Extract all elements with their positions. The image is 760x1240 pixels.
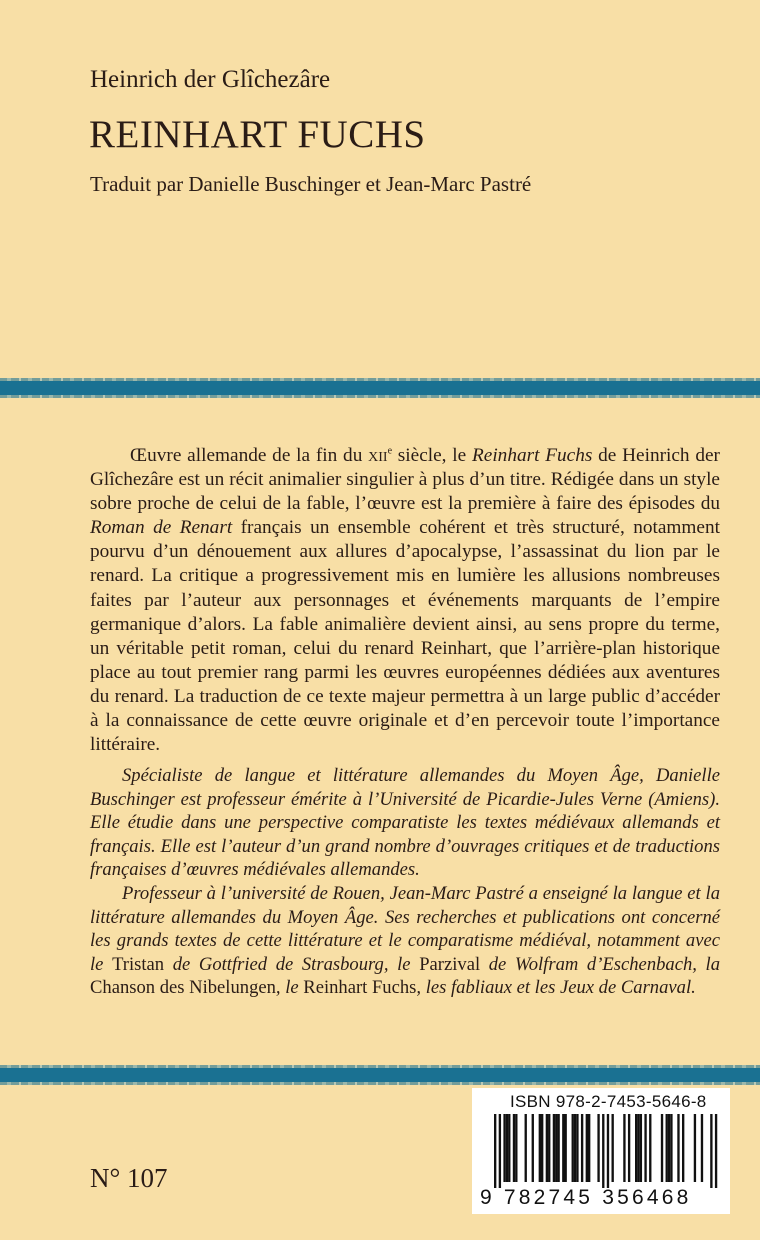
century-numeral: xii [368, 445, 388, 466]
bio-text: Professeur à l’université de Rouen, Jean-Marc Pastré a enseigné la langue et la littérature allemandes du Moyen Âge. Ses recherches et publications ont concerné les grands textes de cette littérature et le comparatisme médiéval, notamment avec le [90, 882, 720, 975]
barcode-bar [586, 1114, 588, 1182]
barcode-bar [562, 1114, 564, 1182]
summary-text: français un ensemble cohérent et très structuré, notamment pourvu d’un dénouement aux allures d’apocalypse, l’assassinat du lion par le renard. La critique a progressivement mis en lumière les allusions nombreuses faites par l’auteur aux personnages et événements marquants de l’empire germanique d’alors. La fable animalière devient ainsi, au sens propre du terme, un véritable petit roman, celui du renard Reinhart, que l’arrière-plan historique place au tout premier rang parmi les œuvres européennes dédiées aux aventures du renard. La traduction de ce texte majeur permettra à un large public d’accéder à la connaissance de cette œuvre originale et d’en percevoir toute l’importance littéraire. [90, 517, 720, 756]
barcode-bar [710, 1114, 712, 1188]
barcode-bar [612, 1114, 614, 1182]
barcode-bar [553, 1114, 555, 1182]
barcode-bar [682, 1114, 684, 1182]
roman-title: Roman de Renart [90, 517, 233, 539]
book-title: REINHART FUCHS [89, 113, 426, 156]
barcode-bar [532, 1114, 534, 1182]
century-superscript: e [387, 445, 393, 457]
barcode-bar [628, 1114, 630, 1182]
barcode-bar [508, 1114, 510, 1182]
work-title: Parzival [419, 953, 481, 975]
bio-text: , les fabliaux et les Jeux de Carnaval. [416, 977, 696, 999]
barcode-bar [670, 1114, 672, 1182]
barcode-bar [677, 1114, 679, 1182]
barcode-bar [574, 1114, 576, 1182]
ean-digits: 9 782745 356468 [480, 1186, 692, 1209]
barcode-bar [640, 1114, 642, 1182]
barcode-bar [515, 1114, 517, 1182]
barcode-bar [557, 1114, 559, 1182]
barcode-bar [555, 1114, 557, 1182]
decorative-band-top [0, 381, 760, 395]
summary-text: de Heinrich der Glîchezâre est un récit animalier singulier à plus d’un titre. Rédigée dans un style sobre proche de celui de la fable, l’œuvre est la première à faire des épisodes du [90, 445, 720, 515]
barcode-bar [694, 1114, 696, 1182]
work-title: Chanson des Nibelungen [90, 977, 276, 999]
barcode-bar [701, 1114, 703, 1182]
work-title: Reinhart Fuchs [303, 977, 417, 999]
barcode-bar [581, 1114, 583, 1182]
summary-block [90, 444, 720, 757]
barcode-bar [602, 1114, 604, 1188]
bio-buschinger: Spécialiste de langue et littérature allemandes du Moyen Âge, Danielle Buschinger est professeur émérite à l’Université de Picardie-Jules Verne (Amiens). Elle étudie dans une perspective comparatiste les textes médiévaux allemands et français. Elle est l’auteur d’un grand nombre d’ouvrages critiques et de traductions françaises d’œuvres médiévales allemandes. [90, 765, 720, 881]
barcode-bar [637, 1114, 639, 1182]
work-title: Tristan [112, 953, 165, 975]
barcode-bar [661, 1114, 663, 1182]
summary-text: Œuvre allemande de la fin du [130, 445, 369, 466]
barcode-bar [499, 1114, 501, 1188]
barcode-bar [715, 1114, 717, 1188]
barcode-bar [668, 1114, 670, 1182]
barcode-bar [644, 1114, 646, 1182]
barcode-bar [576, 1114, 578, 1182]
barcode-bar [506, 1114, 508, 1182]
barcode-bar [565, 1114, 567, 1182]
barcode-bar [666, 1114, 668, 1182]
barcode-bar [525, 1114, 527, 1182]
barcode-bar [649, 1114, 651, 1182]
bio-text: de Gottfried de Strasbourg, le [164, 953, 420, 975]
summary-paragraph [90, 444, 720, 757]
barcode-box [472, 1088, 730, 1214]
barcode-bar [541, 1114, 543, 1182]
barcode-bar [548, 1114, 550, 1182]
barcode-bar [588, 1114, 590, 1182]
barcode-bar [635, 1114, 637, 1182]
translators-line: Traduit par Danielle Buschinger et Jean-Marc Pastré [90, 172, 532, 196]
biographies-block [90, 764, 720, 1000]
author-name: Heinrich der Glîchezâre [90, 66, 331, 93]
decorative-band-bottom [0, 1068, 760, 1082]
barcode-bar [546, 1114, 548, 1182]
barcode-bar [597, 1114, 599, 1182]
bio-text: de Wolfram d’Eschenbach, la [480, 953, 720, 975]
barcode-bar [494, 1114, 496, 1188]
series-number: N° 107 [90, 1163, 168, 1193]
barcode-bar [623, 1114, 625, 1182]
barcode-bar [513, 1114, 515, 1182]
barcode-bar [503, 1114, 505, 1182]
barcode-icon [472, 1114, 730, 1188]
isbn-label: ISBN 978-2-7453-5646-8 [510, 1092, 707, 1111]
barcode-bar [539, 1114, 541, 1182]
bio-text: , le [275, 977, 304, 999]
work-title: Reinhart Fuchs [471, 445, 593, 466]
summary-text: siècle, le [392, 445, 472, 466]
bio-pastre [90, 882, 720, 1000]
barcode-bar [572, 1114, 574, 1182]
barcode-bar [607, 1114, 609, 1188]
